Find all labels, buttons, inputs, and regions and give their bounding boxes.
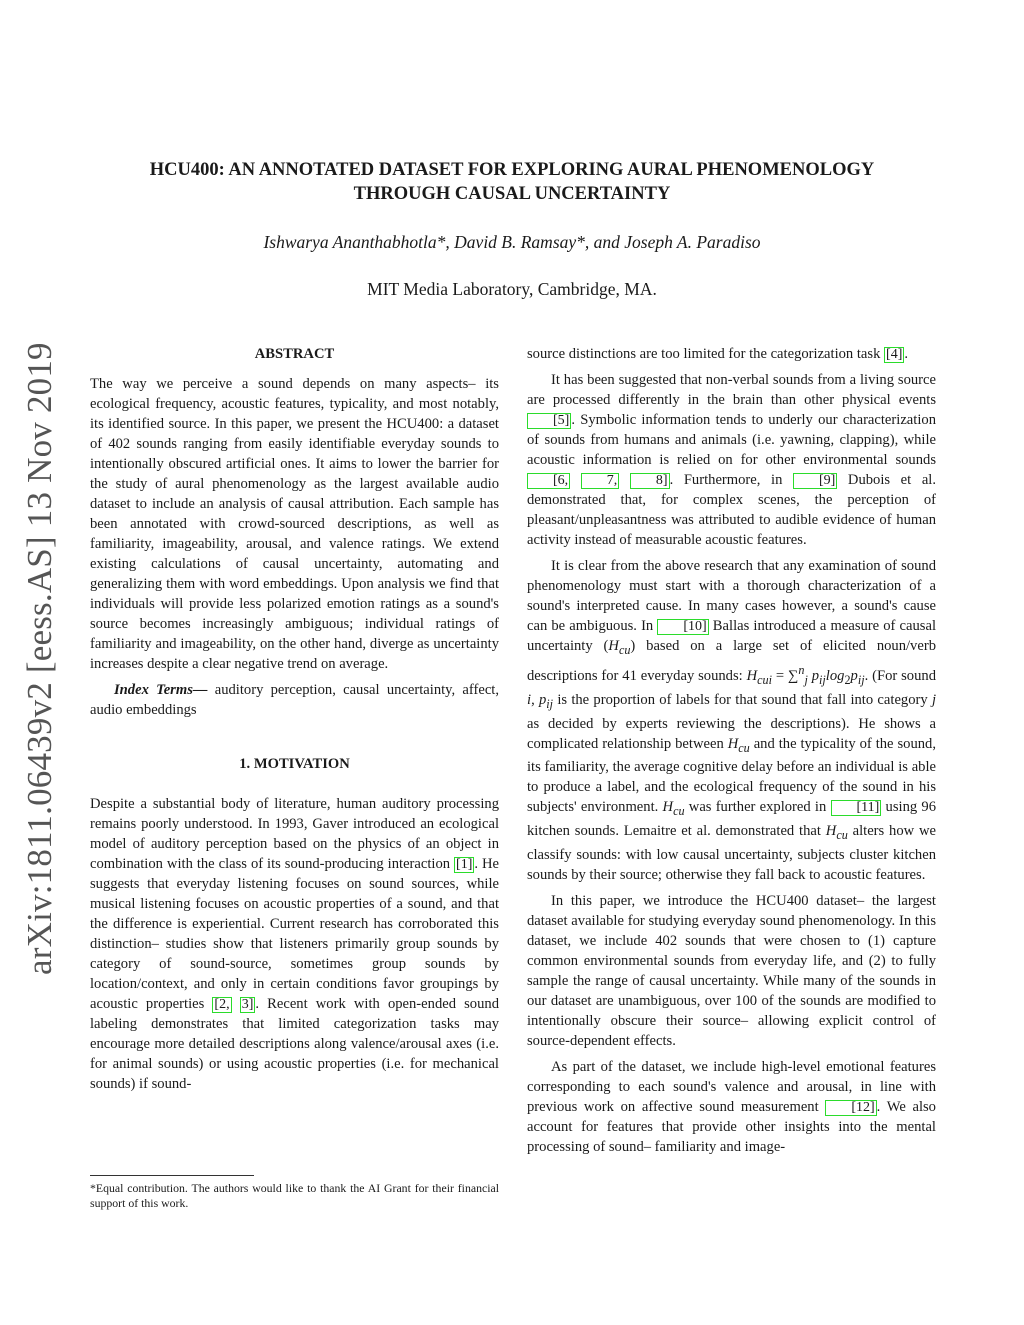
citation-link[interactable]: [10] — [657, 619, 708, 635]
author-list: Ishwarya Ananthabhotla*, David B. Ramsay*, and Joseph A. Paradiso — [263, 232, 761, 252]
citation-link[interactable]: [1] — [456, 857, 473, 872]
title-line-1: HCU400: AN ANNOTATED DATASET FOR EXPLORING AURAL PHENOMENOLOGY — [149, 160, 875, 180]
title-line-2: THROUGH CAUSAL UNCERTAINTY — [353, 184, 671, 204]
paragraph-dataset-intro: In this paper, we introduce the HCU400 dataset– the largest dataset available for studying everyday sound phenomenology. In this dataset, we include 402 sounds that were chosen to (1) capture common environmental sounds from everyday life, and (2) to fully sample the range of causal uncertainty. While many of the sounds in our dataset are unambiguous, over 100 of the sounds are modified to intentionally obscure their source– allowing explicit control of source-dependent effects. — [527, 893, 936, 1050]
citation-link[interactable]: 7, — [581, 473, 620, 489]
citation-link[interactable]: [12] — [825, 1100, 876, 1116]
left-column — [90, 344, 499, 1094]
right-column — [527, 344, 936, 1157]
citation-link[interactable]: [4] — [886, 347, 903, 362]
citation-link[interactable]: 8] — [630, 473, 670, 489]
paragraph-living-sources: It has been suggested that non-verbal sounds from a living source are processed differently in the brain than other physical events [5] . Symbolic information tends to underly our characterization of sounds from humans and animals (i.e. yawning, clapping), while acoustic information is relied on for other environmental sounds [6, 7, 8] . Furthermore, in [9] Dubois et al. demonstrated that, for complex scenes, the perception of pleasant/unpleasantness was attributed to audible evidence of human activity instead of measurable acoustic features. — [527, 372, 936, 548]
footnote-rule — [90, 1175, 254, 1176]
motivation-paragraph: Despite a substantial body of literature, human auditory processing remains poorly understood. In 1993, Gaver introduced an ecological model of auditory perception based on the physics of an object in combination with the class of its sound-producing interaction [1] . He suggests that everyday listening focuses on sound sources, while musical listening focuses on acoustic properties of a sound, and that the difference is experiential. Current research has corroborated this distinction– studies show that listeners primarily group sounds by category of sound-source, sometimes group sounds by location/context, and only in certain conditions favor groupings by acoustic properties [2, 3] . Recent work with open-ended sound labeling demonstrates that limited categorization tasks may encourage more detailed descriptions along valence/arousal axes (i.e. for animal sounds) or using acoustic properties (i.e. for mechanical sounds) if sound- — [90, 796, 499, 1092]
citation-link[interactable]: [5] — [527, 413, 571, 429]
paper-title — [100, 158, 924, 206]
index-terms — [90, 680, 499, 720]
citation-link[interactable]: [2, — [214, 997, 230, 1012]
paragraph-emotional-features: As part of the dataset, we include high-level emotional features corresponding to each sound's valence and arousal, in line with previous work on affective sound measurement [12] . We also account for features that provide other insights into the mental processing of sound– familiarity and image- — [527, 1059, 936, 1156]
index-terms-label: Index Terms— — [114, 682, 208, 698]
affiliation: MIT Media Laboratory, Cambridge, MA. — [367, 279, 657, 299]
citation-link[interactable]: [9] — [793, 473, 837, 489]
citation-link[interactable]: 3] — [241, 997, 254, 1012]
abstract-heading: ABSTRACT — [254, 346, 335, 362]
arxiv-identifier: arXiv:1811.06439v2 [eess.AS] 13 Nov 2019 — [20, 342, 59, 975]
citation-link[interactable]: [11] — [831, 800, 882, 816]
paragraph-continuation: source distinctions are too limited for the categorization task [4] . — [527, 346, 909, 362]
abstract-text: The way we perceive a sound depends on many aspects– its ecological frequency, acoustic features, typicality, and most notably, its identified source. In this paper, we present the HCU400: a dataset of 402 sounds ranging from easily identifiable everyday sounds to intentionally obscured artificial ones. It aims to lower the barrier for the study of aural phenomenology as the largest available audio dataset to include an analysis of causal attribution. Each sample has been annotated with crowd-sourced descriptions, as well as familiarity, imageability, arousal, and valence ratings. We extend existing calculations of causal uncertainty, automating and generalizing them with word embeddings. Upon analysis we find that individuals will provide less polarized emotion ratings as a sound's source becomes increasingly ambiguous; individual ratings of familiarity and imageability, on the other hand, diverge as uncertainty increases despite a clear negative trend on average. — [90, 376, 499, 672]
footnote: *Equal contribution. The authors would like to thank the AI Grant for their financial support of this work. — [90, 1181, 499, 1210]
section-1-heading: 1. MOTIVATION — [239, 756, 350, 772]
citation-link[interactable]: [6, — [527, 473, 570, 489]
hcu-formula: H — [746, 667, 758, 684]
paragraph-causal-uncertainty: It is clear from the above research that any examination of sound phenomenology must start with a thorough characterization of a sound's interpreted cause. In many cases however, a sound's cause can be ambiguous. In [10] Ballas introduced a measure of causal uncertainty $(H_{cu})$ based on a large set of elicited noun/verb descriptions for 41 everyday sounds: $H_{cui} = \sum^n_j$ $p_{ij}\log_2p_{ij}$. (For sound i, $p_{ij}$ is the proportion of labels for that sound that fall into category j as decided by experts reviewing the descriptions). He shows a complicated relationship between $H_{cu}$ and the typicality of the sound, its familiarity, the average cognitive delay before an individual is able to produce a label, and the ecological frequency of the sound in his subjects' environment. $H_{cu}$ was further explored in [11] using 96 kitchen sounds. Lemaitre et al. demonstrated that $H_{cu}$ alters how we classify sounds: with low causal uncertainty, subjects cluster kitchen sounds by their source; otherwise they fall back to acoustic features. — [527, 558, 937, 884]
index-terms-text: auditory perception, causal uncertainty, affect, audio embeddings — [90, 682, 500, 718]
